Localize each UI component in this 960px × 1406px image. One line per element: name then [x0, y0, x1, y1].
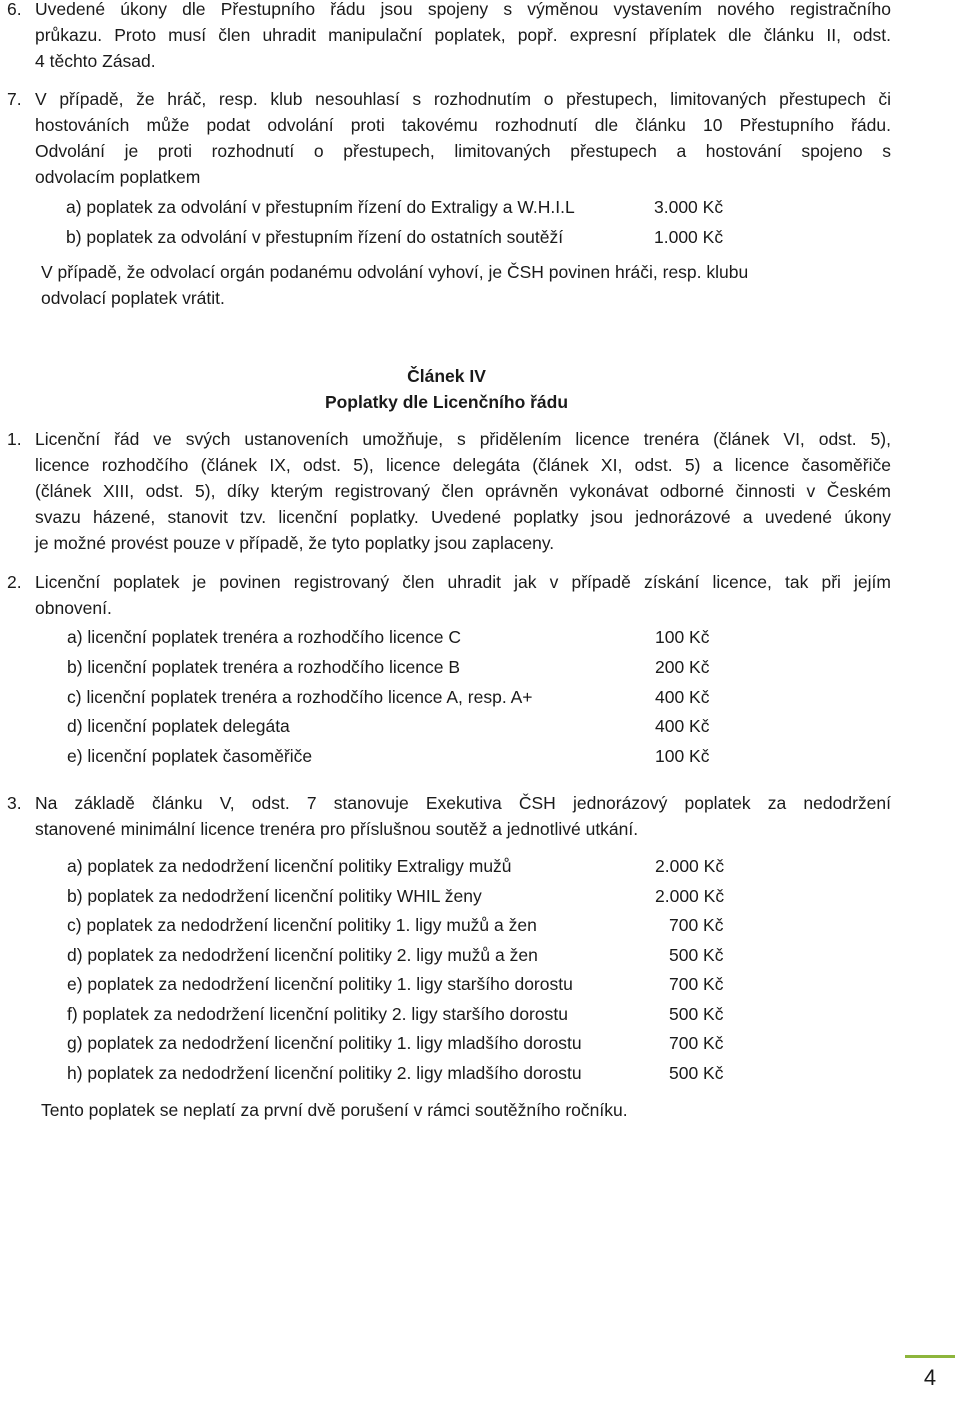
text-line: Licenční řád ve svých ustanoveních umožňuje, s přidělením licence trenéra (článek VI, odst. 5), — [35, 429, 891, 449]
fee-label: b) poplatek za odvolání v přestupním řízení do ostatních soutěží — [66, 227, 564, 247]
article-title: Článek IV — [407, 366, 486, 386]
fee-amount: 100 Kč — [655, 746, 710, 766]
text-line: je možné provést pouze v případě, že tyto poplatky jsou zaplaceny. — [35, 533, 555, 553]
item-number: 1. — [7, 429, 22, 449]
item-2-text — [35, 569, 891, 621]
fee-amount: 2.000 Kč — [655, 856, 725, 876]
item-number: 3. — [7, 793, 22, 813]
item-6-text — [35, 0, 891, 74]
fee-amount: 500 Kč — [669, 1063, 724, 1083]
fee-label: d) poplatek za nedodržení licenční politiky 2. ligy mužů a žen — [67, 945, 538, 965]
fee-label: c) poplatek za nedodržení licenční politiky 1. ligy mužů a žen — [67, 915, 537, 935]
fee-amount: 700 Kč — [669, 974, 724, 994]
text-line: odvolacím poplatkem — [35, 167, 201, 187]
text-line: 4 těchto Zásad. — [35, 51, 156, 71]
fee-amount: 700 Kč — [669, 1033, 724, 1053]
fee-amount: 700 Kč — [669, 915, 724, 935]
fee-label: h) poplatek za nedodržení licenční politiky 2. ligy mladšího dorostu — [67, 1063, 582, 1083]
text-line: V případě, že hráč, resp. klub nesouhlasí s rozhodnutím o přestupech, limitovaných přestupech či — [35, 89, 891, 109]
fee-label: d) licenční poplatek delegáta — [67, 716, 290, 736]
item-7-text — [35, 86, 891, 190]
item-1-text — [35, 426, 891, 556]
text-line: licence rozhodčího (článek IX, odst. 5), licence delegáta (článek XI, odst. 5) a licence časoměřiče — [35, 455, 891, 475]
text-line: Na základě článku V, odst. 7 stanovuje Exekutiva ČSH jednorázový poplatek za nedodržení — [35, 793, 891, 813]
fee-amount: 2.000 Kč — [655, 886, 725, 906]
fee-amount: 500 Kč — [669, 1004, 724, 1024]
text-line: stanovené minimální licence trenéra pro příslušnou soutěž a jednotlivé utkání. — [35, 819, 639, 839]
fee-label: c) licenční poplatek trenéra a rozhodčího licence A, resp. A+ — [67, 687, 533, 707]
page-number: 4 — [923, 1365, 937, 1390]
text-line: svazu házené, stanovit tzv. licenční poplatky. Uvedené poplatky jsou jednorázové a uvedené úkony — [35, 507, 891, 527]
fee-label: f) poplatek za nedodržení licenční politiky 2. ligy staršího dorostu — [67, 1004, 568, 1024]
item-7-note — [41, 259, 748, 311]
item-number: 2. — [7, 572, 22, 592]
fee-amount: 1.000 Kč — [654, 227, 724, 247]
text-line: odvolací poplatek vrátit. — [41, 288, 225, 308]
fee-amount: 100 Kč — [655, 627, 710, 647]
text-line: (článek XIII, odst. 5), díky kterým registrovaný člen oprávněn vykonávat odborné činnosti v Českém — [35, 481, 891, 501]
item-number: 7. — [7, 89, 22, 109]
item-number: 6. — [7, 0, 22, 19]
fee-label: a) poplatek za odvolání v přestupním řízení do Extraligy a W.H.I.L — [66, 197, 575, 217]
fee-amount: 3.000 Kč — [654, 197, 724, 217]
fee-label: b) licenční poplatek trenéra a rozhodčího licence B — [67, 657, 461, 677]
fee-label: g) poplatek za nedodržení licenční politiky 1. ligy mladšího dorostu — [67, 1033, 582, 1053]
fee-label: b) poplatek za nedodržení licenční politiky WHIL ženy — [67, 886, 482, 906]
text-line: Odvolání je proti rozhodnutí o přestupech, limitovaných přestupech a hostování spojeno s — [35, 141, 891, 161]
item-3-note: Tento poplatek se neplatí za první dvě porušení v rámci soutěžního ročníku. — [41, 1100, 628, 1120]
text-line: obnovení. — [35, 598, 112, 618]
fee-label: a) licenční poplatek trenéra a rozhodčího licence C — [67, 627, 461, 647]
fee-label: e) licenční poplatek časoměřiče — [67, 746, 313, 766]
page-number-box — [905, 1355, 955, 1403]
fee-label: e) poplatek za nedodržení licenční politiky 1. ligy staršího dorostu — [67, 974, 573, 994]
article-subtitle: Poplatky dle Licenčního řádu — [324, 392, 569, 412]
text-line: Uvedené úkony dle Přestupního řádu jsou spojeny s výměnou vystavením nového registračního — [35, 0, 891, 19]
fee-amount: 400 Kč — [655, 687, 710, 707]
text-line: Licenční poplatek je povinen registrovaný člen uhradit jak v případě získání licence, tak při jejím — [35, 572, 891, 592]
fee-amount: 500 Kč — [669, 945, 724, 965]
fee-amount: 200 Kč — [655, 657, 710, 677]
text-line: hostováních může podat odvolání proti takovému rozhodnutí dle článku 10 Přestupního řádu. — [35, 115, 891, 135]
fee-label: a) poplatek za nedodržení licenční politiky Extraligy mužů — [67, 856, 512, 876]
text-line: průkazu. Proto musí člen uhradit manipulační poplatek, popř. expresní příplatek dle článku II, odst. — [35, 25, 891, 45]
text-line: V případě, že odvolací orgán podanému odvolání vyhoví, je ČSH povinen hráči, resp. klubu — [41, 262, 749, 282]
item-3-text — [35, 790, 891, 842]
fee-amount: 400 Kč — [655, 716, 710, 736]
